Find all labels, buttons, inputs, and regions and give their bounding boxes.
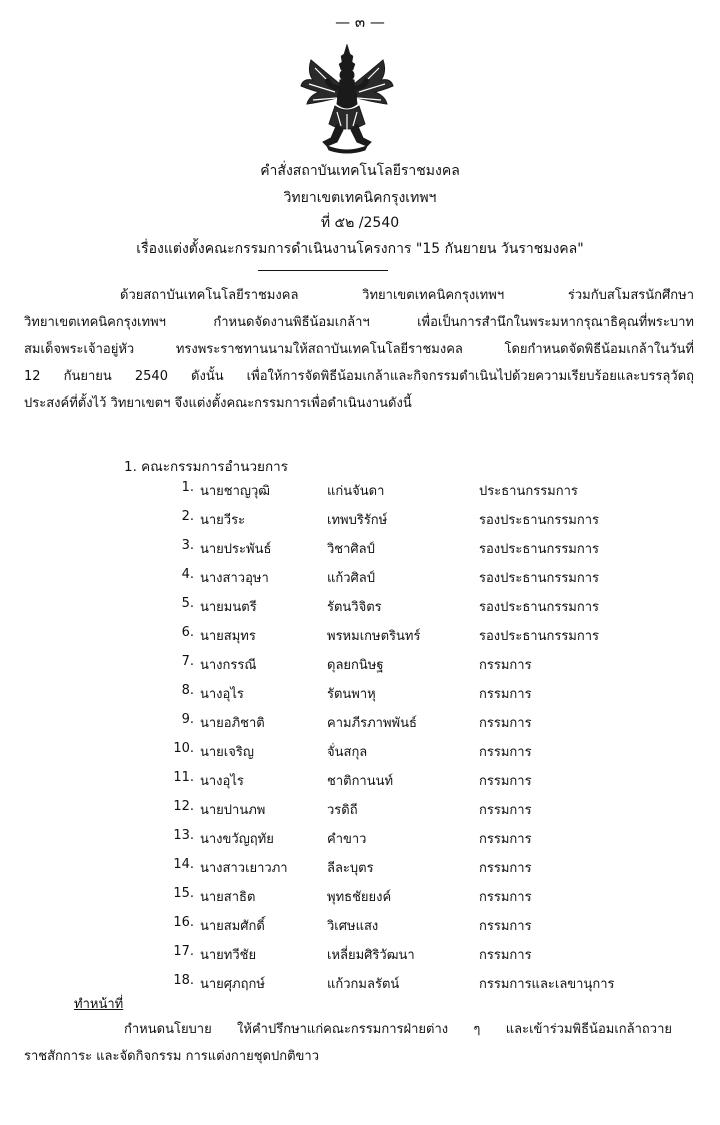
member-row — [0, 828, 720, 856]
member-number: 8. — [181, 683, 194, 698]
intro-line: ด้วยสถาบันเทคโนโลยีราชมงคล วิทยาเขตเทคนิคกรุงเทพฯ ร่วมกับสโมสรนักศึกษา — [120, 288, 694, 303]
member-row — [0, 683, 720, 711]
member-row — [0, 741, 720, 769]
member-role: รองประธานกรรมการ — [479, 600, 600, 615]
order-number: ที่ ๕๒ /2540 — [320, 215, 400, 231]
member-first-name: นายชาญวุฒิ — [200, 484, 271, 499]
member-last-name: เทพบริรักษ์ — [327, 513, 388, 528]
member-first-name: นายมนตรี — [200, 600, 257, 615]
member-role: รองประธานกรรมการ — [479, 542, 600, 557]
member-row — [0, 886, 720, 914]
member-number: 4. — [181, 567, 194, 582]
member-number: 16. — [173, 915, 194, 930]
member-number: 10. — [173, 741, 194, 756]
member-number: 14. — [173, 857, 194, 872]
member-role: กรรมการ — [479, 832, 532, 847]
member-row — [0, 480, 720, 508]
member-number: 5. — [181, 596, 194, 611]
member-first-name: นายปานภพ — [200, 803, 266, 818]
order-campus: วิทยาเขตเทคนิคกรุงเทพฯ — [283, 190, 437, 206]
member-last-name: จั่นสกุล — [327, 745, 368, 760]
member-role: กรรมการ — [479, 658, 532, 673]
member-last-name: พรหมเกษตรินทร์ — [327, 629, 421, 644]
member-number: 17. — [173, 944, 194, 959]
member-role: กรรมการ — [479, 861, 532, 876]
member-first-name: นางอุไร — [200, 687, 244, 702]
member-role: ประธานกรรมการ — [479, 484, 578, 499]
member-row — [0, 538, 720, 566]
intro-paragraph — [24, 282, 694, 417]
duty-line: ราชสักการะ และจัดกิจกรรม การแต่งกายชุดปกติขาว — [24, 1049, 320, 1064]
member-number: 2. — [181, 509, 194, 524]
member-last-name: ดุลยกนิษฐ — [327, 658, 384, 673]
member-role: กรรมการ — [479, 919, 532, 934]
member-row — [0, 567, 720, 595]
member-last-name: คำขาว — [327, 832, 367, 847]
member-role: รองประธานกรรมการ — [479, 629, 600, 644]
member-row — [0, 799, 720, 827]
member-last-name: ชาติกานนท์ — [327, 774, 394, 789]
member-role: กรรมการ — [479, 716, 532, 731]
member-row — [0, 857, 720, 885]
member-role: รองประธานกรรมการ — [479, 571, 600, 586]
member-number: 15. — [173, 886, 194, 901]
intro-line: วิทยาเขตเทคนิคกรุงเทพฯ กำหนดจัดงานพิธีน้อมเกล้าฯ เพื่อเป็นการสำนึกในพระมหากรุณาธิคุณที่พระบาท — [24, 315, 694, 330]
member-role: กรรมการ — [479, 745, 532, 760]
member-number: 11. — [173, 770, 194, 785]
member-last-name: รัตนพาหุ — [327, 687, 376, 702]
member-role: รองประธานกรรมการ — [479, 513, 600, 528]
member-row — [0, 625, 720, 653]
order-subject: เรื่องแต่งตั้งคณะกรรมการดำเนินงานโครงการ "15 กันยายน วันราชมงคล" — [136, 241, 584, 257]
member-number: 6. — [181, 625, 194, 640]
intro-line: ประสงค์ที่ตั้งไว้ วิทยาเขตฯ จึงแต่งตั้งคณะกรรมการเพื่อดำเนินงานดังนี้ — [24, 396, 412, 411]
member-first-name: นางกรรณี — [200, 658, 257, 673]
page-number: — ๓ — — [335, 13, 385, 31]
member-row — [0, 509, 720, 537]
member-first-name: นางขวัญฤทัย — [200, 832, 274, 847]
member-first-name: นายสาธิต — [200, 890, 256, 905]
member-last-name: ลีละบุตร — [327, 861, 374, 876]
member-role: กรรมการ — [479, 774, 532, 789]
member-first-name: นายอภิชาติ — [200, 716, 265, 731]
duty-paragraph — [24, 1016, 672, 1070]
member-number: 9. — [181, 712, 194, 727]
member-role: กรรมการ — [479, 948, 532, 963]
committee-heading: 1. คณะกรรมการอำนวยการ — [124, 459, 288, 475]
garuda-emblem-icon — [297, 42, 397, 154]
member-last-name: แก่นจันดา — [327, 484, 385, 499]
member-row — [0, 770, 720, 798]
member-number: 1. — [181, 480, 194, 495]
member-first-name: นายศุภฤกษ์ — [200, 977, 265, 992]
member-role: กรรมการ — [479, 890, 532, 905]
member-number: 12. — [173, 799, 194, 814]
member-row — [0, 712, 720, 740]
member-last-name: วิเศษแสง — [327, 919, 379, 934]
member-last-name: พุทธชัยยงค์ — [327, 890, 392, 905]
member-role: กรรมการ — [479, 687, 532, 702]
member-first-name: นายสมศักดิ์ — [200, 919, 265, 934]
order-issuer: คำสั่งสถาบันเทคโนโลยีราชมงคล — [260, 163, 460, 179]
member-last-name: คามภีรภาพพันธ์ — [327, 716, 417, 731]
member-last-name: วิชาศิลป์ — [327, 542, 375, 557]
member-first-name: นางสาวเยาวภา — [200, 861, 288, 876]
member-first-name: นางสาวอุษา — [200, 571, 269, 586]
member-row — [0, 596, 720, 624]
title-divider — [258, 270, 388, 271]
intro-line: 12 กันยายน 2540 ดังนั้น เพื่อให้การจัดพิธีน้อมเกล้าและกิจกรรมดำเนินไปด้วยความเรียบร้อยและบรรลุวัตถุ — [24, 369, 694, 384]
member-number: 13. — [173, 828, 194, 843]
duty-line: กำหนดนโยบาย ให้คำปรึกษาแก่คณะกรรมการฝ่ายต่าง ๆ และเข้าร่วมพิธีน้อมเกล้าถวาย — [124, 1022, 672, 1037]
member-number: 7. — [181, 654, 194, 669]
member-first-name: นายวีระ — [200, 513, 246, 528]
member-row — [0, 944, 720, 972]
member-first-name: นายทวีชัย — [200, 948, 257, 963]
member-first-name: นายสมุทร — [200, 629, 256, 644]
intro-line: สมเด็จพระเจ้าอยู่หัว ทรงพระราชทานนามให้สถาบันเทคโนโลยีราชมงคล โดยกำหนดจัดพิธีน้อมเกล้าในวันที่ — [24, 342, 694, 357]
member-row — [0, 654, 720, 682]
member-last-name: แก้วศิลป์ — [327, 571, 376, 586]
member-first-name: นางอุไร — [200, 774, 244, 789]
member-last-name: แก้วกมลรัตน์ — [327, 977, 400, 992]
member-role: กรรมการและเลขานุการ — [479, 977, 615, 992]
member-role: กรรมการ — [479, 803, 532, 818]
member-first-name: นายประพันธ์ — [200, 542, 272, 557]
member-first-name: นายเจริญ — [200, 745, 254, 760]
duty-heading: ทำหน้าที่ — [74, 997, 124, 1012]
member-last-name: วรดิถี — [327, 803, 358, 818]
member-number: 18. — [173, 973, 194, 988]
member-row — [0, 915, 720, 943]
member-last-name: รัตนวิจิตร — [327, 600, 382, 615]
member-last-name: เหลี่ยมศิริวัฒนา — [327, 948, 415, 963]
member-number: 3. — [181, 538, 194, 553]
